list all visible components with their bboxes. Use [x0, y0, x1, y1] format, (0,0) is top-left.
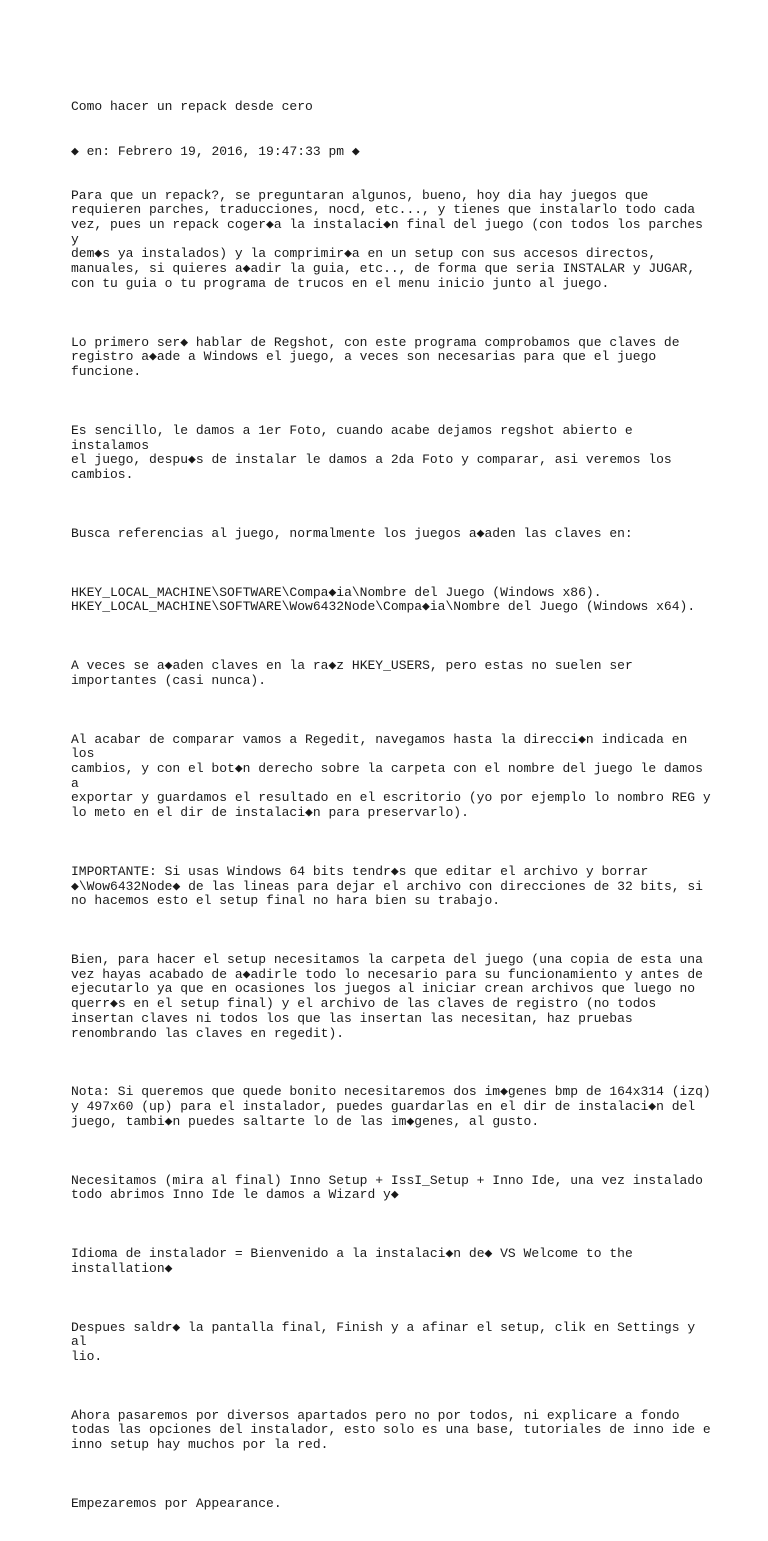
paragraph: Es sencillo, le damos a 1er Foto, cuando acabe dejamos regshot abierto e instalamos el juego, despu◆s de instalar le damos a 2da Foto y comparar, asi veremos los cambios.: [71, 422, 672, 482]
paragraph: Bien, para hacer el setup necesitamos la carpeta del juego (una copia de esta una vez hayas acabado de a◆adirle todo lo necesario para su funcionamiento y antes de ejecutarlo ya que en ocasiones los juegos al iniciar crean archivos que luego no querr◆s en el setup final) y el archivo de las claves de registro (no todos insertan claves ni todos los que las insertan las necesitan, haz pruebas renombrando las claves en regedit).: [71, 952, 703, 1041]
paragraph: Al acabar de comparar vamos a Regedit, navegamos hasta la direcci◆n indicada en los cambios, y con el bot◆n derecho sobre la carpeta con el nombre del juego le damos a exportar y guardamos el resultado en el escritorio (yo por ejemplo lo nombro REG y lo meto en el dir de instalaci◆n para preservarlo).: [71, 731, 711, 821]
note-paragraph: Nota: Si queremos que quede bonito necesitaremos dos im◆genes bmp de 164x314 (izq) y 497x60 (up) para el instalador, puedes guardarlas en el dir de instalaci◆n del juego, tambi◆n puedes saltarte lo de las im◆genes, al gusto.: [71, 1084, 711, 1129]
paragraph: Necesitamos (mira al final) Inno Setup + IssI_Setup + Inno Ide, una vez instalado todo abrimos Inno Ide le damos a Wizard y◆: [71, 1172, 703, 1203]
paragraph: Para que un repack?, se preguntaran algunos, bueno, hoy dia hay juegos que requieren parches, traducciones, nocd, etc..., y tienes que instalarlo todo cada vez, pues un repack coger◆a la instalaci◆n final del juego (con todos los parches y dem◆s ya instalados) y la comprimir◆a en un setup con sus accesos directos, manuales, si quieres a◆adir la guia, etc.., de forma que seria INSTALAR y JUGAR, con tu guia o tu programa de trucos en el menu inicio junto al juego.: [71, 187, 703, 291]
paragraph: Lo primero ser◆ hablar de Regshot, con este programa comprobamos que claves de registro a◆ade a Windows el juego, a veces son necesarias para que el juego funcione.: [71, 334, 680, 380]
paragraph: Empezaremos por Appearance.: [71, 1495, 282, 1511]
document-title: Como hacer un repack desde cero: [71, 99, 313, 115]
paragraph: Idioma de instalador = Bienvenido a la instalaci◆n de◆ VS Welcome to the installation◆: [71, 1246, 633, 1276]
paragraph: Despues saldr◆ la pantalla final, Finish y a afinar el setup, clik en Settings y al lio.: [71, 1319, 696, 1364]
registry-keys: HKEY_LOCAL_MACHINE\SOFTWARE\Compa◆ia\Nombre del Juego (Windows x86). HKEY_LOCAL_MACHINE\SOFTWARE\Wow6432Node\Compa◆ia\Nombre del Juego (Windows x64).: [71, 584, 696, 615]
post-date: ◆ en: Febrero 19, 2016, 19:47:33 pm ◆: [71, 143, 360, 159]
document-page: [71, 71, 711, 1541]
paragraph: Ahora pasaremos por diversos apartados pero no por todos, ni explicare a fondo todas las opciones del instalador, esto solo es una base, tutoriales de inno ide e inno setup hay muchos por la red.: [71, 1407, 711, 1453]
paragraph: A veces se a◆aden claves en la ra◆z HKEY_USERS, pero estas no suelen ser importantes (casi nunca).: [71, 658, 633, 688]
important-note: IMPORTANTE: Si usas Windows 64 bits tendr◆s que editar el archivo y borrar ◆\Wow6432Node◆ de las lineas para dejar el archivo con direcciones de 32 bits, si no hacemos esto el setup final no hara bien su trabajo.: [71, 863, 703, 909]
paragraph: Busca referencias al juego, normalmente los juegos a◆aden las claves en:: [71, 525, 633, 541]
